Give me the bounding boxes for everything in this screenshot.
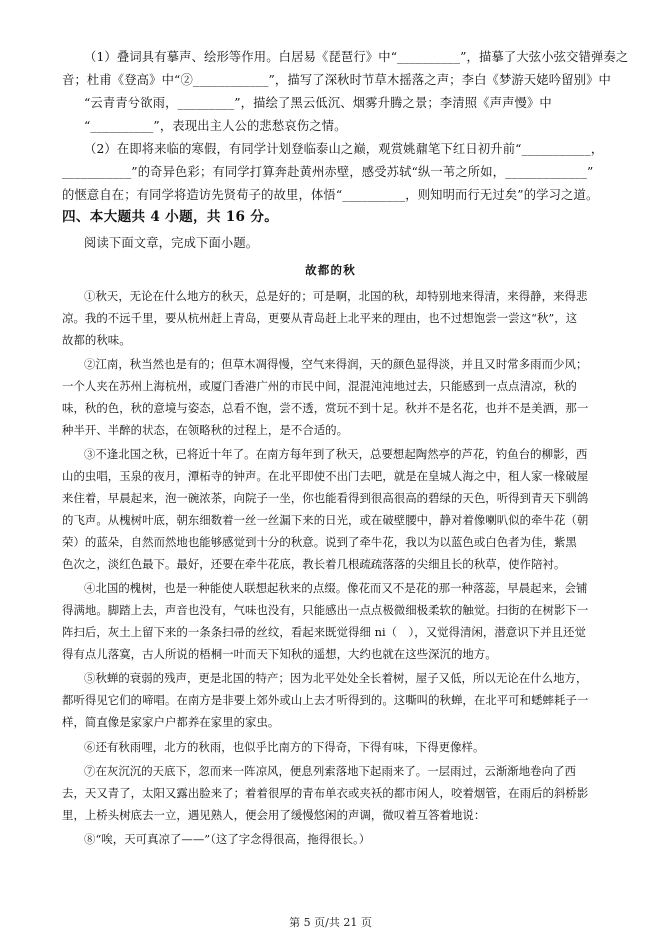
essay-line: 味，秋的色，秋的意境与姿态，总看不饱，尝不透，赏玩不到十足。秋并不是名花，也并不是美酒，那一 [62,401,589,415]
essay-line: 去，天又青了，太阳又露出脸来了；着着很厚的青布单衣或夹袄的都市闲人，咬着烟管，在雨后的斜桥影 [62,786,589,800]
essay-line: ⑦在灰沉沉的天底下，忽而来一阵凉风，便息列索落地下起雨来了。一层雨过，云渐渐地卷向了西 [84,764,576,778]
q2-line-3: 的惬意自在；有同学将造访先贤荀子的故里，体悟“__________，则知明而行无过矣”的学习之道。 [62,188,599,202]
q1-line-3: “云青青兮欲雨，_________”，描绘了黑云低沉、烟雾升腾之景；李清照《声声慢》中 [84,96,552,110]
essay-line: 故都的秋味。 [62,333,131,347]
essay-line: 一个人夹在苏州上海杭州，或厦门香港广州的市民中间，混混沌沌地过去，只能感到一点点清凉，秋的 [62,379,577,393]
essay-line: ③不逢北国之秋，已将近十年了。在南方每年到了秋天，总要想起陶然亭的芦花，钓鱼台的柳影，西 [84,447,588,461]
essay-line: 种半开、半醉的状态，在领略秋的过程上，是不合适的。 [62,423,349,437]
section-heading: 四、本大题共 4 小题，共 16 分。 [62,209,279,225]
essay-line: 凉。我的不远千里，要从杭州赶上青岛，更要从青岛赶上北平来的理由，也不过想饱尝一尝这“秋”，这 [62,311,578,325]
q2-line-2: ___________”的奇异色彩；有同学打算奔赴黄州赤壁，感受苏轼“纵一苇之所如，_____________” [62,165,594,179]
essay-line: ⑥还有秋雨哩，北方的秋雨，也似乎比南方的下得奇，下得有味，下得更像样。 [84,740,485,754]
essay-line: 都听得见它们的啼唱。在南方是非要上郊外或山上去才听得到的。这嘶叫的秋蝉，在北平可和蟋蟀耗子一 [62,693,589,707]
essay-line: 的飞声。从槐树叶底，朝东细数着一丝一丝漏下来的日光，或在破壁腰中，静对着像喇叭似的牵牛花（朝 [62,513,589,527]
q1-line-4: “__________”，表现出主人公的悲愁哀伤之情。 [84,119,347,133]
essay-line: 得满地。脚踏上去，声音也没有，气味也没有，只能感出一点点极微细极柔软的触觉。扫街的在树影下一 [62,603,589,617]
essay-line: ⑤秋蝉的衰弱的残声，更是北国的特产；因为北平处处全长着树，屋子又低，所以无论在什么地方， [84,671,588,685]
essay-line: 阵扫后，灰土上留下来的一条条扫帚的丝纹，看起来既觉得细 ni（ ），又觉得清闲，潜意识下并且还觉 [62,625,586,639]
page-number: 第 5 页/共 21 页 [289,916,372,929]
section-instruction: 阅读下面文章，完成下面小题。 [84,236,259,250]
essay-line: 得有点儿落寞，古人所说的梧桐一叶而天下知秋的遥想，大约也就在这些深沉的地方。 [62,647,497,661]
essay-line: 山的虫唱，玉泉的夜月，潭柘寺的钟声。在北平即使不出门去吧，就是在皇城人海之中，租人家一椽破屋 [62,469,589,483]
essay-line: 荣）的蓝朵，自然而然地也能够感觉到十分的秋意。说到了牵牛花，我以为以蓝色或白色者为佳，紫黑 [62,535,577,549]
essay-line: 样，简直像是家家户户都养在家里的家虫。 [62,715,280,729]
q2-line-1: （2）在即将来临的寒假，有同学计划登临泰山之巅，观赏姚鼐笔下红日初升前“___________， [84,142,604,156]
essay-line: ①秋天，无论在什么地方的秋天，总是好的；可是啊，北国的秋，却特别地来得清，来得静，来得悲 [84,289,588,303]
essay-title: 故都的秋 [305,263,356,277]
essay-line: ②江南，秋当然也是有的；但草木凋得慢，空气来得润，天的颜色显得淡，并且又时常多雨而少风； [84,357,588,371]
essay-line: ④北国的槐树，也是一种能使人联想起秋来的点缀。像花而又不是花的那一种落蕊，早晨起来，会铺 [84,581,588,595]
essay-line: 里，上桥头树底去一立，遇见熟人，便会用了缓慢悠闲的声调，微叹着互答着地说： [62,808,486,822]
essay-line: 来住着，早晨起来，泡一碗浓茶，向院子一坐，你也能看得到很高很高的碧绿的天色，听得到青天下驯鸽 [62,491,589,505]
essay-line: 色次之，淡红色最下。最好，还要在牵牛花底，教长着几根疏疏落落的尖细且长的秋草，使作陪衬。 [62,557,566,571]
q1-line-2: 音；杜甫《登高》中“②____________”，描写了深秋时节草木摇落之声；李白《梦游天姥吟留别》中 [62,73,611,87]
essay-line: ⑧“唉，天可真凉了——”（这了字念得很高，拖得很长。） [84,832,371,846]
q1-line-1: （1）叠词具有摹声、绘形等作用。白居易《琵琶行》中“__________”，描摹了大弦小弦交错弹奏之 [84,50,629,64]
